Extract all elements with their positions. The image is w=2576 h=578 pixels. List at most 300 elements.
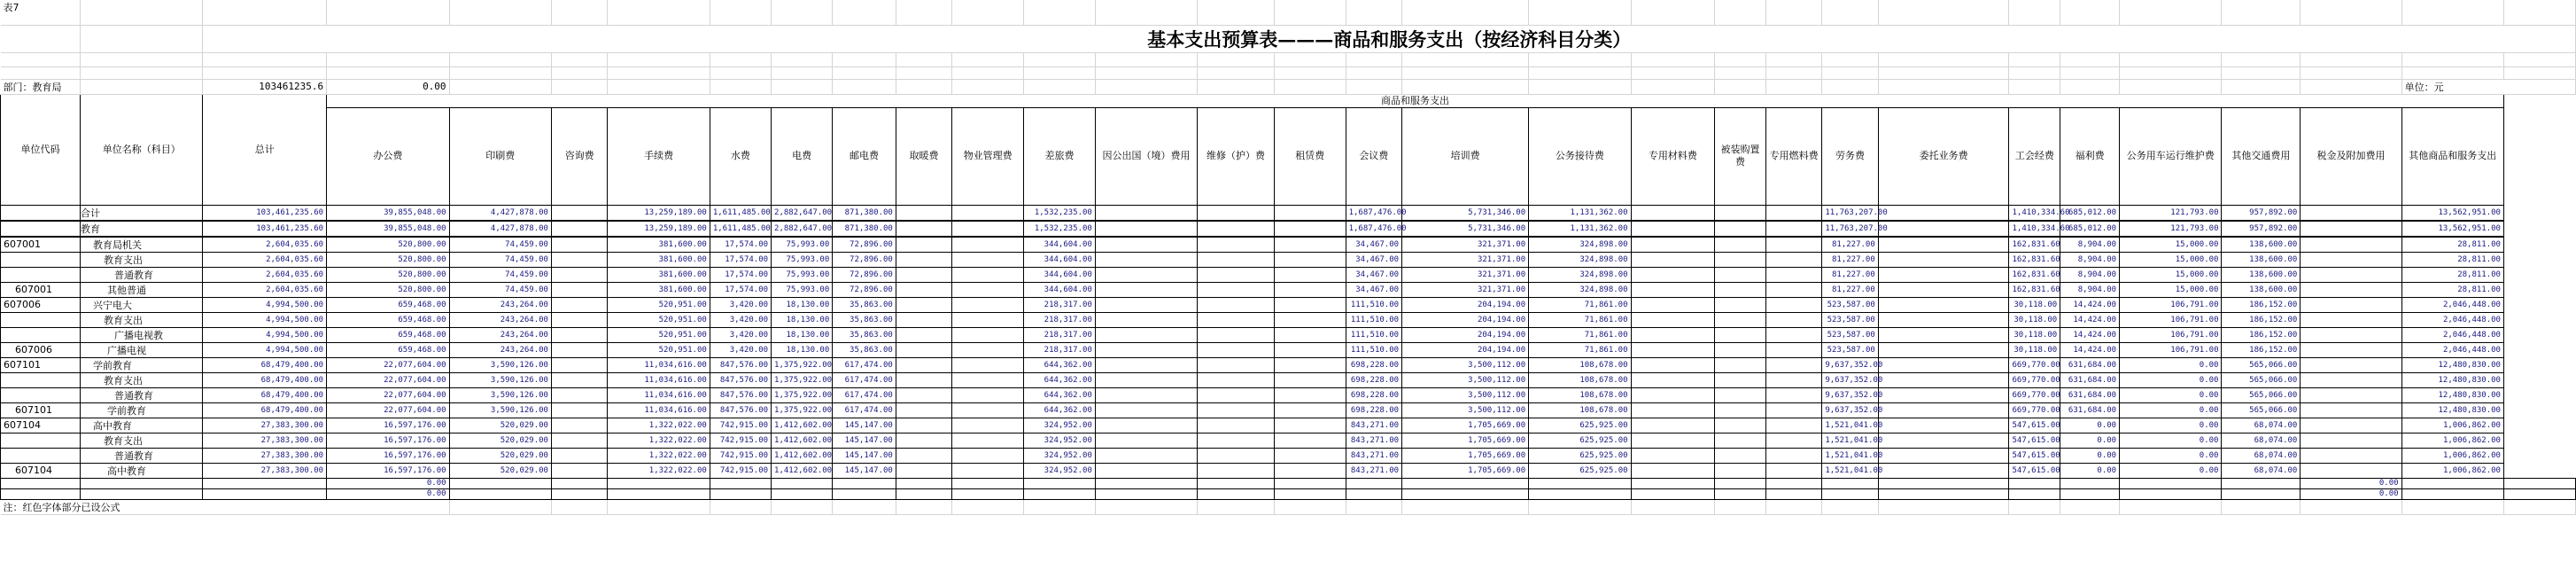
- row-value[interactable]: [1878, 205, 2009, 221]
- row-value[interactable]: [1715, 297, 1766, 312]
- row-value[interactable]: [1765, 448, 1821, 463]
- row-value[interactable]: [2301, 387, 2401, 402]
- row-name[interactable]: 兴宁电大: [81, 297, 203, 312]
- row-value[interactable]: 1,705,669.00: [1402, 418, 1529, 433]
- row-value[interactable]: 742,915.00: [710, 433, 771, 448]
- row-value[interactable]: [896, 433, 951, 448]
- row-value[interactable]: 13,562,951.00: [2401, 221, 2503, 237]
- empty-cell[interactable]: [772, 52, 833, 66]
- row-value[interactable]: 11,763,207.00: [1822, 205, 1878, 221]
- column-header[interactable]: 税金及附加费用: [2301, 107, 2401, 205]
- empty-cell[interactable]: [1, 66, 81, 79]
- row-value[interactable]: 15,000.00: [2120, 237, 2222, 253]
- row-value[interactable]: 81,227.00: [1822, 237, 1878, 253]
- column-header[interactable]: 其他商品和服务支出: [2401, 107, 2503, 205]
- row-value[interactable]: 28,811.00: [2401, 267, 2503, 282]
- row-value[interactable]: 35,863.00: [833, 327, 896, 342]
- row-value[interactable]: [952, 342, 1024, 357]
- row-value[interactable]: [952, 463, 1024, 478]
- column-header[interactable]: 劳务费: [1822, 107, 1878, 205]
- row-value[interactable]: 1,322,022.00: [608, 433, 710, 448]
- row-value[interactable]: 3,500,112.00: [1402, 372, 1529, 387]
- row-value[interactable]: [551, 237, 607, 253]
- row-value[interactable]: [1095, 297, 1197, 312]
- empty-cell[interactable]: [1715, 488, 1766, 499]
- row-total[interactable]: 27,383,300.00: [203, 433, 327, 448]
- row-name[interactable]: 学前教育: [81, 357, 203, 372]
- row-value[interactable]: 381,600.00: [608, 267, 710, 282]
- row-value[interactable]: 22,077,604.00: [327, 372, 449, 387]
- row-value[interactable]: 30,118.00: [2009, 297, 2060, 312]
- row-value[interactable]: [1198, 342, 1275, 357]
- row-value[interactable]: 8,904.00: [2060, 252, 2120, 267]
- empty-cell[interactable]: [1346, 79, 1401, 94]
- row-value[interactable]: [1095, 312, 1197, 327]
- row-value[interactable]: 1,410,334.60: [2009, 205, 2060, 221]
- row-value[interactable]: [551, 387, 607, 402]
- row-value[interactable]: 520,029.00: [449, 418, 551, 433]
- row-value[interactable]: 324,952.00: [1024, 448, 1096, 463]
- row-value[interactable]: 644,362.00: [1024, 402, 1096, 418]
- row-value[interactable]: [1274, 327, 1346, 342]
- row-value[interactable]: 871,380.00: [833, 221, 896, 237]
- row-value[interactable]: 843,271.00: [1346, 448, 1401, 463]
- row-value[interactable]: [1878, 221, 2009, 237]
- empty-cell[interactable]: [1095, 499, 1197, 514]
- empty-cell[interactable]: [1715, 66, 1766, 79]
- row-value[interactable]: 111,510.00: [1346, 342, 1401, 357]
- empty-cell[interactable]: [896, 79, 951, 94]
- empty-cell[interactable]: [1765, 488, 1821, 499]
- row-value[interactable]: [1631, 205, 1715, 221]
- empty-cell[interactable]: [2222, 488, 2301, 499]
- empty-cell[interactable]: [1715, 52, 1766, 66]
- empty-cell[interactable]: [1631, 499, 1715, 514]
- empty-cell[interactable]: [1346, 0, 1401, 25]
- row-value[interactable]: 1,705,669.00: [1402, 463, 1529, 478]
- row-value[interactable]: 15,000.00: [2120, 282, 2222, 297]
- row-value[interactable]: 35,863.00: [833, 297, 896, 312]
- column-header[interactable]: 手续费: [608, 107, 710, 205]
- empty-cell[interactable]: [1024, 66, 1096, 79]
- row-value[interactable]: 625,925.00: [1529, 418, 1631, 433]
- empty-cell[interactable]: [833, 52, 896, 66]
- empty-cell[interactable]: [2301, 0, 2401, 25]
- row-name[interactable]: 其他普通: [81, 282, 203, 297]
- row-value[interactable]: 523,587.00: [1822, 312, 1878, 327]
- row-value[interactable]: [896, 297, 951, 312]
- row-value[interactable]: 1,687,476.00: [1346, 205, 1401, 221]
- empty-cell[interactable]: [449, 79, 551, 94]
- row-value[interactable]: [1274, 312, 1346, 327]
- empty-cell[interactable]: [1346, 499, 1401, 514]
- empty-cell[interactable]: [2009, 499, 2060, 514]
- row-value[interactable]: [1878, 433, 2009, 448]
- row-value[interactable]: 0.00: [2120, 448, 2222, 463]
- row-value[interactable]: 16,597,176.00: [327, 418, 449, 433]
- row-value[interactable]: [551, 282, 607, 297]
- row-value[interactable]: 17,574.00: [710, 252, 771, 267]
- row-value[interactable]: 659,468.00: [327, 297, 449, 312]
- empty-cell[interactable]: [1402, 79, 1529, 94]
- row-value[interactable]: 520,951.00: [608, 342, 710, 357]
- row-value[interactable]: [1198, 448, 1275, 463]
- empty-cell[interactable]: [1529, 488, 1631, 499]
- row-value[interactable]: [1095, 342, 1197, 357]
- column-header[interactable]: 取暖费: [896, 107, 951, 205]
- empty-cell[interactable]: [1198, 488, 1275, 499]
- row-value[interactable]: [2301, 372, 2401, 387]
- row-value[interactable]: [1765, 433, 1821, 448]
- empty-cell[interactable]: [1274, 52, 1346, 66]
- empty-cell[interactable]: [203, 52, 327, 66]
- row-value[interactable]: 145,147.00: [833, 448, 896, 463]
- row-value[interactable]: [1631, 312, 1715, 327]
- empty-cell[interactable]: [608, 478, 710, 488]
- row-value[interactable]: 547,615.00: [2009, 418, 2060, 433]
- row-value[interactable]: [551, 297, 607, 312]
- empty-cell[interactable]: [896, 488, 951, 499]
- row-value[interactable]: 698,228.00: [1346, 372, 1401, 387]
- empty-cell[interactable]: [710, 79, 771, 94]
- empty-cell[interactable]: [2222, 499, 2301, 514]
- row-value[interactable]: [551, 372, 607, 387]
- row-value[interactable]: [1878, 342, 2009, 357]
- row-value[interactable]: 617,474.00: [833, 357, 896, 372]
- row-value[interactable]: 243,264.00: [449, 327, 551, 342]
- empty-cell[interactable]: [2222, 66, 2301, 79]
- empty-cell[interactable]: [1715, 499, 1766, 514]
- row-value[interactable]: [896, 418, 951, 433]
- empty-cell[interactable]: [772, 66, 833, 79]
- row-name[interactable]: 教育局机关: [81, 237, 203, 253]
- empty-cell[interactable]: [1715, 478, 1766, 488]
- row-value[interactable]: 22,077,604.00: [327, 387, 449, 402]
- row-value[interactable]: [952, 252, 1024, 267]
- row-value[interactable]: 1,611,485.00: [710, 205, 771, 221]
- row-name[interactable]: 普通教育: [81, 448, 203, 463]
- row-value[interactable]: 2,882,647.00: [772, 221, 833, 237]
- empty-cell[interactable]: [1765, 478, 1821, 488]
- row-value[interactable]: 75,993.00: [772, 252, 833, 267]
- row-value[interactable]: [2301, 237, 2401, 253]
- empty-cell[interactable]: [952, 79, 1024, 94]
- row-value[interactable]: 81,227.00: [1822, 267, 1878, 282]
- row-value[interactable]: 243,264.00: [449, 297, 551, 312]
- row-value[interactable]: 3,590,126.00: [449, 372, 551, 387]
- row-value[interactable]: [1715, 267, 1766, 282]
- footnote[interactable]: 注：红色字体部分已设公式: [1, 499, 450, 514]
- row-value[interactable]: 685,012.00: [2060, 205, 2120, 221]
- row-value[interactable]: [2301, 433, 2401, 448]
- row-value[interactable]: [1715, 237, 1766, 253]
- row-value[interactable]: [2301, 297, 2401, 312]
- column-header[interactable]: 物业管理费: [952, 107, 1024, 205]
- row-value[interactable]: 381,600.00: [608, 252, 710, 267]
- row-value[interactable]: 204,194.00: [1402, 297, 1529, 312]
- empty-cell[interactable]: [1878, 478, 2009, 488]
- row-value[interactable]: 631,684.00: [2060, 372, 2120, 387]
- row-value[interactable]: [551, 357, 607, 372]
- empty-cell[interactable]: [327, 52, 449, 66]
- row-value[interactable]: 1,322,022.00: [608, 448, 710, 463]
- row-value[interactable]: [1765, 463, 1821, 478]
- row-value[interactable]: 321,371.00: [1402, 252, 1529, 267]
- empty-cell[interactable]: [952, 488, 1024, 499]
- row-value[interactable]: 30,118.00: [2009, 327, 2060, 342]
- row-name[interactable]: 高中教育: [81, 418, 203, 433]
- row-value[interactable]: 138,600.00: [2222, 237, 2301, 253]
- row-value[interactable]: [1878, 297, 2009, 312]
- row-value[interactable]: [1095, 267, 1197, 282]
- row-value[interactable]: 565,066.00: [2222, 372, 2301, 387]
- row-value[interactable]: 565,066.00: [2222, 357, 2301, 372]
- empty-cell[interactable]: [2503, 66, 2575, 79]
- row-code[interactable]: [1, 221, 81, 237]
- row-value[interactable]: 39,855,048.00: [327, 221, 449, 237]
- empty-cell[interactable]: [1529, 499, 1631, 514]
- row-code[interactable]: [1, 252, 81, 267]
- row-value[interactable]: 204,194.00: [1402, 312, 1529, 327]
- row-value[interactable]: 11,034,616.00: [608, 357, 710, 372]
- row-value[interactable]: 3,590,126.00: [449, 387, 551, 402]
- empty-cell[interactable]: [833, 499, 896, 514]
- empty-cell[interactable]: [2060, 52, 2120, 66]
- empty-cell[interactable]: [2120, 0, 2222, 25]
- row-value[interactable]: 669,770.00: [2009, 372, 2060, 387]
- row-value[interactable]: [1765, 387, 1821, 402]
- row-value[interactable]: [1095, 237, 1197, 253]
- row-value[interactable]: [551, 205, 607, 221]
- row-value[interactable]: [896, 282, 951, 297]
- row-value[interactable]: 520,800.00: [327, 282, 449, 297]
- empty-cell[interactable]: [1024, 0, 1096, 25]
- row-value[interactable]: 16,597,176.00: [327, 463, 449, 478]
- row-value[interactable]: [2301, 282, 2401, 297]
- row-value[interactable]: 644,362.00: [1024, 372, 1096, 387]
- row-value[interactable]: 35,863.00: [833, 342, 896, 357]
- row-code[interactable]: 607001: [1, 282, 81, 297]
- row-value[interactable]: 145,147.00: [833, 418, 896, 433]
- row-value[interactable]: 14,424.00: [2060, 342, 2120, 357]
- row-value[interactable]: 631,684.00: [2060, 402, 2120, 418]
- row-value[interactable]: 186,152.00: [2222, 297, 2301, 312]
- row-value[interactable]: 12,480,830.00: [2401, 387, 2503, 402]
- empty-cell[interactable]: [2301, 66, 2401, 79]
- empty-cell[interactable]: [81, 52, 203, 66]
- empty-cell[interactable]: [1765, 79, 1821, 94]
- empty-cell[interactable]: [1765, 499, 1821, 514]
- row-value[interactable]: [952, 448, 1024, 463]
- row-value[interactable]: 81,227.00: [1822, 282, 1878, 297]
- empty-cell[interactable]: [551, 499, 607, 514]
- row-value[interactable]: [1198, 418, 1275, 433]
- row-value[interactable]: 520,951.00: [608, 297, 710, 312]
- row-value[interactable]: 520,800.00: [327, 252, 449, 267]
- empty-cell[interactable]: [1402, 499, 1529, 514]
- empty-cell[interactable]: [1198, 478, 1275, 488]
- row-value[interactable]: 0.00: [2120, 372, 2222, 387]
- row-value[interactable]: [1198, 267, 1275, 282]
- row-value[interactable]: 617,474.00: [833, 387, 896, 402]
- empty-cell[interactable]: [1274, 499, 1346, 514]
- row-value[interactable]: [1765, 237, 1821, 253]
- dept-zero[interactable]: 0.00: [327, 79, 449, 94]
- row-value[interactable]: [2301, 312, 2401, 327]
- row-total[interactable]: 68,479,400.00: [203, 372, 327, 387]
- row-value[interactable]: 72,896.00: [833, 252, 896, 267]
- empty-cell[interactable]: [1095, 478, 1197, 488]
- row-value[interactable]: [1095, 463, 1197, 478]
- row-value[interactable]: 81,227.00: [1822, 252, 1878, 267]
- row-value[interactable]: 1,412,602.00: [772, 463, 833, 478]
- row-value[interactable]: [2301, 205, 2401, 221]
- row-value[interactable]: 13,259,189.00: [608, 221, 710, 237]
- empty-cell[interactable]: [2060, 66, 2120, 79]
- row-value[interactable]: 843,271.00: [1346, 418, 1401, 433]
- row-value[interactable]: 11,034,616.00: [608, 387, 710, 402]
- row-value[interactable]: [1274, 282, 1346, 297]
- empty-cell[interactable]: [1274, 66, 1346, 79]
- empty-cell[interactable]: [2060, 499, 2120, 514]
- row-value[interactable]: 520,800.00: [327, 237, 449, 253]
- row-value[interactable]: 1,521,041.00: [1822, 418, 1878, 433]
- row-value[interactable]: 344,604.00: [1024, 237, 1096, 253]
- row-value[interactable]: [1765, 418, 1821, 433]
- empty-cell[interactable]: [1822, 0, 1878, 25]
- row-value[interactable]: 520,029.00: [449, 433, 551, 448]
- row-value[interactable]: 121,793.00: [2120, 205, 2222, 221]
- column-header[interactable]: 培训费: [1402, 107, 1529, 205]
- column-header[interactable]: 办公费: [327, 107, 449, 205]
- row-name[interactable]: 教育: [81, 221, 203, 237]
- group-header[interactable]: 商品和服务支出: [327, 94, 2504, 107]
- row-value[interactable]: [952, 221, 1024, 237]
- row-value[interactable]: 324,898.00: [1529, 282, 1631, 297]
- column-header[interactable]: 被装购置费: [1715, 107, 1766, 205]
- empty-cell[interactable]: [1, 25, 81, 52]
- row-value[interactable]: 108,678.00: [1529, 357, 1631, 372]
- empty-cell[interactable]: [952, 0, 1024, 25]
- row-value[interactable]: [896, 327, 951, 342]
- empty-cell[interactable]: [1529, 0, 1631, 25]
- row-value[interactable]: 72,896.00: [833, 282, 896, 297]
- row-value[interactable]: 1,521,041.00: [1822, 448, 1878, 463]
- row-value[interactable]: 957,892.00: [2222, 205, 2301, 221]
- empty-cell[interactable]: [2222, 79, 2301, 94]
- empty-cell[interactable]: [2222, 478, 2301, 488]
- row-value[interactable]: 71,861.00: [1529, 297, 1631, 312]
- row-value[interactable]: [1095, 402, 1197, 418]
- empty-cell[interactable]: [1631, 79, 1715, 94]
- empty-cell[interactable]: [710, 52, 771, 66]
- column-header[interactable]: 因公出国（境）费用: [1095, 107, 1197, 205]
- row-value[interactable]: 17,574.00: [710, 282, 771, 297]
- row-value[interactable]: 72,896.00: [833, 267, 896, 282]
- row-value[interactable]: [896, 463, 951, 478]
- row-value[interactable]: 18,130.00: [772, 297, 833, 312]
- row-total[interactable]: 68,479,400.00: [203, 402, 327, 418]
- row-value[interactable]: 18,130.00: [772, 327, 833, 342]
- empty-cell[interactable]: [2301, 79, 2401, 94]
- empty-cell[interactable]: [1822, 499, 1878, 514]
- row-value[interactable]: [2301, 221, 2401, 237]
- row-value[interactable]: [1095, 357, 1197, 372]
- row-value[interactable]: 324,952.00: [1024, 433, 1096, 448]
- row-value[interactable]: 547,615.00: [2009, 463, 2060, 478]
- row-value[interactable]: [1631, 237, 1715, 253]
- row-value[interactable]: 565,066.00: [2222, 402, 2301, 418]
- row-code[interactable]: 607104: [1, 463, 81, 478]
- row-value[interactable]: 644,362.00: [1024, 357, 1096, 372]
- row-total[interactable]: 68,479,400.00: [203, 387, 327, 402]
- trail-total[interactable]: [203, 488, 327, 499]
- row-value[interactable]: 523,587.00: [1822, 342, 1878, 357]
- empty-cell[interactable]: [1878, 499, 2009, 514]
- row-value[interactable]: [1198, 282, 1275, 297]
- row-value[interactable]: [1631, 448, 1715, 463]
- column-header[interactable]: 工会经费: [2009, 107, 2060, 205]
- row-code[interactable]: 607006: [1, 297, 81, 312]
- empty-cell[interactable]: [1402, 488, 1529, 499]
- empty-cell[interactable]: [1529, 79, 1631, 94]
- row-value[interactable]: [1878, 448, 2009, 463]
- row-value[interactable]: [896, 237, 951, 253]
- row-value[interactable]: 523,587.00: [1822, 327, 1878, 342]
- row-value[interactable]: 28,811.00: [2401, 282, 2503, 297]
- row-value[interactable]: 145,147.00: [833, 463, 896, 478]
- trail-value[interactable]: 0.00: [327, 478, 449, 488]
- row-value[interactable]: 111,510.00: [1346, 297, 1401, 312]
- row-value[interactable]: 520,029.00: [449, 463, 551, 478]
- row-value[interactable]: [551, 342, 607, 357]
- empty-cell[interactable]: [449, 499, 551, 514]
- row-total[interactable]: 2,604,035.60: [203, 267, 327, 282]
- row-value[interactable]: 523,587.00: [1822, 297, 1878, 312]
- row-value[interactable]: 3,420.00: [710, 327, 771, 342]
- row-value[interactable]: 111,510.00: [1346, 327, 1401, 342]
- row-value[interactable]: 617,474.00: [833, 372, 896, 387]
- row-value[interactable]: 34,467.00: [1346, 252, 1401, 267]
- row-value[interactable]: [1878, 357, 2009, 372]
- row-value[interactable]: 186,152.00: [2222, 327, 2301, 342]
- row-value[interactable]: [1095, 433, 1197, 448]
- empty-cell[interactable]: [551, 488, 607, 499]
- row-value[interactable]: 344,604.00: [1024, 252, 1096, 267]
- row-value[interactable]: 625,925.00: [1529, 463, 1631, 478]
- row-value[interactable]: 71,861.00: [1529, 342, 1631, 357]
- row-value[interactable]: [1715, 448, 1766, 463]
- row-value[interactable]: [896, 221, 951, 237]
- empty-cell[interactable]: [896, 0, 951, 25]
- empty-cell[interactable]: [2301, 499, 2401, 514]
- empty-cell[interactable]: [1822, 66, 1878, 79]
- row-value[interactable]: 321,371.00: [1402, 267, 1529, 282]
- row-value[interactable]: 0.00: [2060, 418, 2120, 433]
- row-value[interactable]: 1,410,334.60: [2009, 221, 2060, 237]
- empty-cell[interactable]: [2120, 66, 2222, 79]
- row-value[interactable]: 843,271.00: [1346, 433, 1401, 448]
- row-value[interactable]: [1765, 221, 1821, 237]
- trail-total[interactable]: [203, 478, 327, 488]
- row-value[interactable]: 74,459.00: [449, 252, 551, 267]
- empty-cell[interactable]: [833, 478, 896, 488]
- row-value[interactable]: [2301, 418, 2401, 433]
- empty-cell[interactable]: [1715, 79, 1766, 94]
- row-value[interactable]: [952, 237, 1024, 253]
- row-value[interactable]: [896, 312, 951, 327]
- empty-cell[interactable]: [608, 499, 710, 514]
